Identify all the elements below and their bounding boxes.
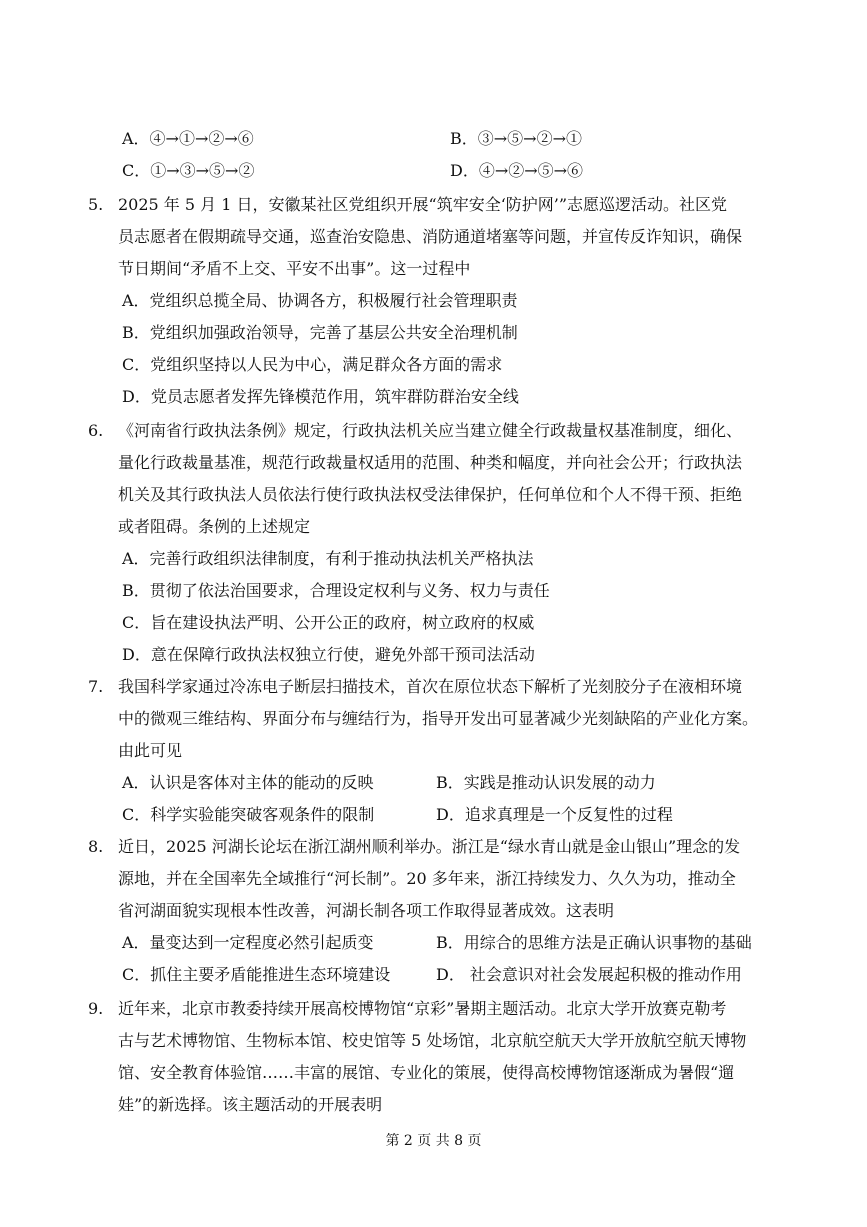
question-stem-line: 量化行政裁量基准，规范行政裁量权适用的范围、种类和幅度，并向社会公开；行政执法 xyxy=(118,453,743,472)
question-number: 6. xyxy=(88,421,104,440)
q4-option-b: B．③→⑤→②→① xyxy=(450,129,582,148)
q6-option-d: D．意在保障行政执法权独立行使，避免外部干预司法活动 xyxy=(122,645,535,664)
q8-option-d: D． 社会意识对社会发展起积极的推动作用 xyxy=(436,965,742,984)
q7-option-b: B．实践是推动认识发展的动力 xyxy=(436,773,656,792)
question-stem-line: 我国科学家通过冷冻电子断层扫描技术，首次在原位状态下解析了光刻胶分子在液相环境 xyxy=(118,677,743,696)
q6-option-a: A．完善行政组织法律制度，有利于推动执法机关严格执法 xyxy=(122,549,534,568)
question-stem-line: 或者阻碍。条例的上述规定 xyxy=(118,517,311,536)
q5-option-b: B．党组织加强政治领导，完善了基层公共安全治理机制 xyxy=(122,323,518,342)
question-stem-line: 省河湖面貌实现根本性改善，河湖长制各项工作取得显著成效。这表明 xyxy=(118,901,615,920)
question-number: 5. xyxy=(88,195,104,214)
q5-option-a: A．党组织总揽全局、协调各方，积极履行社会管理职责 xyxy=(122,291,518,310)
question-stem-line: 古与艺术博物馆、生物标本馆、校史馆等 5 处场馆，北京航空航天大学开放航空航天博物 xyxy=(118,1031,747,1050)
q4-option-c: C．①→③→⑤→② xyxy=(122,161,255,180)
q6-option-c: C．旨在建设执法严明、公开公正的政府，树立政府的权威 xyxy=(122,613,535,632)
question-stem-line: 娃”的新选择。该主题活动的开展表明 xyxy=(118,1095,383,1114)
question-stem-line: 中的微观三维结构、界面分布与缠结行为，指导开发出可显著减少光刻缺陷的产业化方案。 xyxy=(118,709,759,728)
question-stem-line: 源地，并在全国率先全域推行“河长制”。20 多年来，浙江持续发力、久久为功，推动全 xyxy=(118,869,736,888)
question-stem-line: 员志愿者在假期疏导交通，巡查治安隐患、消防通道堵塞等问题，并宣传反诈知识，确保 xyxy=(118,227,743,246)
q4-option-d: D．④→②→⑤→⑥ xyxy=(450,161,584,180)
question-stem-line: 馆、安全教育体验馆……丰富的展馆、专业化的策展，使得高校博物馆逐渐成为暑假“遛 xyxy=(118,1063,735,1082)
q8-option-b: B．用综合的思维方法是正确认识事物的基础 xyxy=(436,933,752,952)
question-number: 9. xyxy=(88,999,104,1018)
question-stem-line: 由此可见 xyxy=(118,741,183,760)
q4-option-a: A．④→①→②→⑥ xyxy=(122,129,254,148)
q5-option-d: D．党员志愿者发挥先锋模范作用，筑牢群防群治安全线 xyxy=(122,387,519,406)
q6-option-b: B．贯彻了依法治国要求，合理设定权利与义务、权力与责任 xyxy=(122,581,550,600)
question-stem-line: 近年来，北京市教委持续开展高校博物馆“京彩”暑期主题活动。北京大学开放赛克勒考 xyxy=(118,999,727,1018)
question-stem-line: 机关及其行政执法人员依法行使行政执法权受法律保护，任何单位和个人不得干预、拒绝 xyxy=(118,485,743,504)
question-stem-line: 2025 年 5 月 1 日，安徽某社区党组织开展“筑牢安全‘防护网’”志愿巡逻活动。社区党 xyxy=(118,195,728,214)
q7-option-a: A．认识是客体对主体的能动的反映 xyxy=(122,773,374,792)
question-stem-line: 近日，2025 河湖长论坛在浙江湖州顺利举办。浙江是“绿水青山就是金山银山”理念的发 xyxy=(118,837,741,856)
q7-option-c: C．科学实验能突破客观条件的限制 xyxy=(122,805,375,824)
q7-option-d: D．追求真理是一个反复性的过程 xyxy=(436,805,673,824)
question-number: 8. xyxy=(88,837,104,856)
q8-option-c: C．抓住主要矛盾能推进生态环境建设 xyxy=(122,965,391,984)
q8-option-a: A．量变达到一定程度必然引起质变 xyxy=(122,933,374,952)
question-stem-line: 节日期间“矛盾不上交、平安不出事”。这一过程中 xyxy=(118,259,471,278)
question-number: 7. xyxy=(88,677,104,696)
question-stem-line: 《河南省行政执法条例》规定，行政执法机关应当建立健全行政裁量权基准制度，细化、 xyxy=(118,421,743,440)
q5-option-c: C．党组织坚持以人民为中心，满足群众各方面的需求 xyxy=(122,355,503,374)
page-footer: 第 2 页 共 8 页 xyxy=(385,1133,482,1149)
